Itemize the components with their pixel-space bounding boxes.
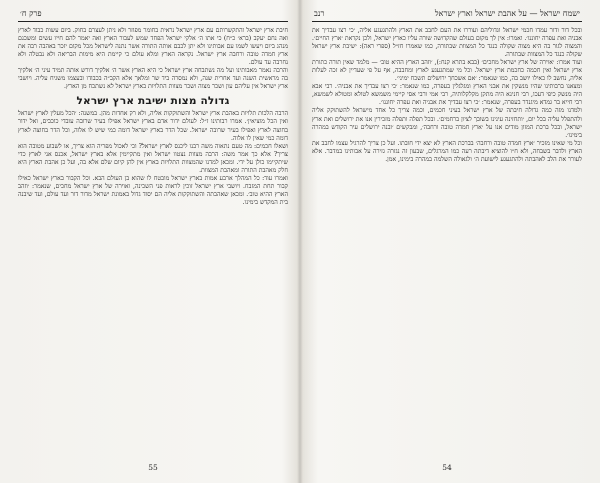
paragraph: ולמדנו מזה כמה גדולה חיבתה של ארץ ישראל בעיני חכמים, וכמה צריך כל אחד מישראל להשתוקק אליה ולהתפלל עליה בכל יום, ׳ותחזינה עינינו בשובך לציון ברחמים׳. ובכל תפלה ותפלה מזכירין אנו את ירושלים ואת ארץ ישראל, ובכל ברכת המזון מודים אנו על ׳ארץ חמדה טובה ורחבה׳, ומבקשים ׳ובנה ירושלים עיר הקודש במהרה בימינו׳. xyxy=(312,107,582,139)
page-number: 54 xyxy=(442,463,452,472)
left-page xyxy=(18,8,288,476)
hebrew-page-number: רנב xyxy=(314,9,325,18)
section-title: גדולה מצות ישיבת ארץ ישראל xyxy=(76,95,230,108)
running-head xyxy=(18,8,288,22)
paragraph: ואמרו עוד: כל המהלך ארבע אמות בארץ ישראל מובטח לו שהוא בן העולם הבא. וכל הקבור בארץ ישראל כאילו קבור תחת המזבח. ויושבי ארץ ישראל זוכין לראות פני השכינה, ואוירה של ארץ ישראל מחכים, שנאמר: ׳וזהב הארץ ההיא טוב׳. ומכאן שאהבתה והשתוקקות אליה הם יסוד גדול באמונת ישראל מדור דור ועד עולם, ועד שיבנה בית המקדש בימינו. xyxy=(18,174,288,206)
right-page xyxy=(312,8,582,476)
page-body xyxy=(18,27,288,207)
paragraph: והרבה נאמר מאבותינו ועל מה נשתבחה ארץ ישראל כי היא הארץ אשר ה׳ אלקיך דורש אותה תמיד עיני ה׳ אלקיך בה מראשית השנה ועד אחרית שנה, ולא נמסרה ביד שר ומלאך אלא הקב״ה בכבודו ובעצמו משגיח עליה. ויושבי ארץ ישראל אין עליהם עון ושכר מצוה ושכר מצוות התלויות בארץ ישראל לא נשתכח מן הארץ. xyxy=(18,67,288,91)
paragraph: הרבה הלכות תלויות באהבת ארץ ישראל והשתוקקות אליה, ולא רק אחדות מהן. במשנה: ׳הכל מעלין לארץ ישראל ואין הכל מוציאין׳. אמרו רבותינו ז״ל: לעולם ידור אדם בארץ ישראל אפילו בעיר שרובה עובדי כוכבים, ואל ידור בחוצה לארץ ואפילו בעיר שרובה ישראל. שכל הדר בארץ ישראל דומה כמי שיש לו אלוה, וכל הדר בחוצה לארץ דומה כמי שאין לו אלוה. xyxy=(18,110,288,142)
paragraph: וכל מי שאינו מזכיר ׳ארץ חמדה טובה ורחבה׳ בברכת הארץ לא יצא ידי חובתו. ועל כן צריך להרגיל עצמו לחבב את הארץ ולדבר בשבחה, ולא ח״ו להוציא דיבתה רעה כמו המרגלים, שבעון זה נגזרה גזירה על אבותינו במדבר. אלא לעורר את הלב לאהבתה ולהתגעגע לישועת ה׳ ולגאולה השלמה במהרה בימינו, אמן. xyxy=(312,139,582,163)
page-number: 55 xyxy=(148,463,158,472)
book-title-heading: ישמח ישראל — על אהבת ישראל וארץ ישראל xyxy=(434,9,580,18)
paragraph: חיבת ארץ ישראל והתקשרותם עם ארץ ישראל נראית בחומר מפוזר ולא ניתן לעצרם בחוק. ביום עשות כבוד לארץ ואה נחם יעקב (ברא׳ כ״ח) כי אתו ה׳ אלקי ישראל הפחד שמש לעבור הארץ ואה יאמר להם חייו עשים ומשכנם מנהג ביום ויעשו לשמו עם אבותינו ולא יתן לכבם אותה התורה אשר נתנה לישראל מכל מקום יזכר באהבה רבה את ארץ חמדה טובה ורחבה ארץ ישראל. נקראה הארץ ומלא עולם כי קיימת היא מימות הבריאה ולא נבטלה ולא נחרבה עד עולם. xyxy=(18,27,288,67)
chapter-heading: פרק ח׳ xyxy=(20,9,42,18)
paragraph: ושאלו חכמים: מה טעם נתאוה משה רבנו ליכנס לארץ ישראל? וכי לאכול מפריה הוא צריך, או לשבוע מטובה הוא צריך? אלא כך אמר משה: הרבה מצוות נצטוו ישראל ואין מתקיימין אלא בארץ ישראל, אכנס אני לארץ כדי שיתקיימו כולן על ידי. ומכאן למדנו שהמצוות התלויות בארץ אין להן קיום שלם אלא בה, ועל כן אהבת הארץ היא חלק מאהבת התורה ומאהבת המצוות. xyxy=(18,142,288,174)
paragraph: ועוד אמרו: ׳אוירה של ארץ ישראל מחכים׳ (בבא בתרא קנח:), ׳וזהב הארץ ההיא טוב׳ — מלמד שאין תורה כתורת ארץ ישראל ואין חכמה כחכמת ארץ ישראל. וכל מי שמתגעגע לארץ ומחבבה, אף על פי שעדיין לא זכה לעלות אליה, נחשב לו כאילו יושב בה, כמו שנאמר: ׳אם אשכחך ירושלים תשכח ימיני׳. xyxy=(312,59,582,83)
paragraph: ובכל דור ודור עמדו חכמי ישראל וגדוליהם ועוררו את העם לחבב את הארץ ולהתגעגע אליה, ׳כי רצו עבדיך את אבניה ואת עפרה יחוננו׳. ואמרו: אין לך מקום בעולם שהקדושה שורה עליו כארץ ישראל, ולכן נקראת ׳ארץ החיים׳. והמצוה לגור בה היא מצוה שקולה כנגד כל המצוות שבתורה, כמו שאמרו חז״ל (ספרי ראה): ישיבת ארץ ישראל שקולה כנגד כל המצוות שבתורה. xyxy=(312,27,582,59)
running-head xyxy=(312,8,582,22)
paragraph: ומצאנו ברבותינו שהיו מנשקין את אבני הארץ ומגלגלין בעפרה, כמו שנאמר: ׳כי רצו עבדיך את אבניה׳. רבי אבא היה מנשק כיפי דעכו, רבי חנינא היה מתקן מקלקלותיה, רבי אמי ורבי אסי קיימי משמשא לטולא ומטולא לשמשא, רבי חייא בר גמדא מיגנדר בעפרה, שנאמר: ׳כי רצו עבדיך את אבניה ואת עפרה יחוננו׳. xyxy=(312,83,582,107)
page-body xyxy=(312,27,582,164)
book-gutter xyxy=(297,0,303,483)
